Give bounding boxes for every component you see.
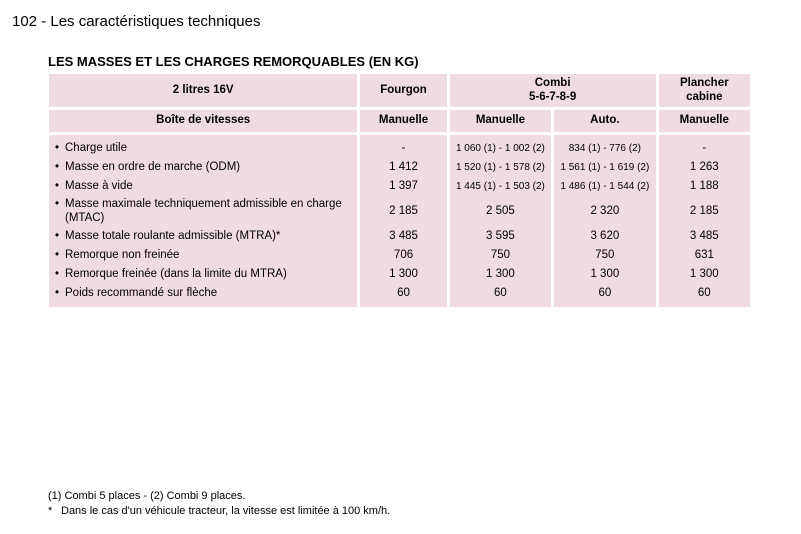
- specs-table-body: [49, 74, 750, 307]
- cell-combi-auto: 1 300: [554, 265, 655, 284]
- cell-combi-auto: 2 320: [554, 196, 655, 227]
- engine-header: 2 litres 16V: [49, 74, 357, 107]
- cell-fourgon: 3 485: [360, 227, 446, 246]
- row-label: [49, 246, 357, 265]
- gearbox-plancher: Manuelle: [659, 110, 750, 132]
- cell-fourgon: 2 185: [360, 196, 446, 227]
- bullet: •: [55, 286, 60, 299]
- cell-combi-manuelle: 1 520 (1) - 1 578 (2): [450, 158, 551, 177]
- cell-combi-auto: 3 620: [554, 227, 655, 246]
- page-header: 102 - Les caractéristiques techniques: [12, 13, 261, 30]
- footnote-speed-text: Dans le cas d'un véhicule tracteur, la vitesse est limitée à 100 km/h.: [61, 505, 391, 517]
- table-row: [49, 246, 750, 265]
- bullet: •: [55, 248, 60, 261]
- bullet: •: [55, 229, 60, 242]
- cell-fourgon: 1 412: [360, 158, 446, 177]
- bullet: •: [55, 198, 60, 211]
- cell-combi-manuelle: 2 505: [450, 196, 551, 227]
- table-row: [49, 139, 750, 158]
- row-label: [49, 177, 357, 196]
- gearbox-combi-manuelle: Manuelle: [450, 110, 551, 132]
- cell-plancher: 1 263: [659, 158, 750, 177]
- cell-combi-auto: 834 (1) - 776 (2): [554, 139, 655, 158]
- footnote-speed-limit: [48, 505, 390, 517]
- cell-combi-auto: 750: [554, 246, 655, 265]
- cell-combi-manuelle: 750: [450, 246, 551, 265]
- cell-combi-auto: 1 486 (1) - 1 544 (2): [554, 177, 655, 196]
- row-label-text: Remorque non freinée: [65, 248, 180, 261]
- row-label: [49, 265, 357, 284]
- row-label-text: Masse en ordre de marche (ODM): [65, 160, 241, 173]
- table-row: [49, 265, 750, 284]
- cell-combi-auto: 1 561 (1) - 1 619 (2): [554, 158, 655, 177]
- table-row: [49, 196, 750, 227]
- cell-fourgon: 1 300: [360, 265, 446, 284]
- cell-fourgon: 1 397: [360, 177, 446, 196]
- body-bottom-padding: [49, 303, 750, 307]
- cell-combi-auto: 60: [554, 284, 655, 303]
- cell-plancher: 1 300: [659, 265, 750, 284]
- fourgon-header: Fourgon: [360, 74, 446, 107]
- combi-header-line2: 5-6-7-8-9: [528, 90, 577, 103]
- row-label: [49, 139, 357, 158]
- gearbox-combi-auto: Auto.: [554, 110, 655, 132]
- row-label: [49, 227, 357, 246]
- row-label: [49, 196, 357, 227]
- row-label-text: Charge utile: [65, 141, 128, 154]
- cell-plancher: 3 485: [659, 227, 750, 246]
- bullet: •: [55, 141, 60, 154]
- row-label-text: Masse maximale techniquement admissible en charge (MTAC): [65, 198, 342, 224]
- cell-plancher: 2 185: [659, 196, 750, 227]
- row-label: [49, 284, 357, 303]
- bullet: •: [55, 267, 60, 280]
- bullet: •: [55, 179, 60, 192]
- cell-fourgon: 60: [360, 284, 446, 303]
- row-label-text: Masse totale roulante admissible (MTRA)*: [65, 229, 281, 242]
- header-row-models: [49, 74, 750, 107]
- section-title: LES MASSES ET LES CHARGES REMORQUABLES (EN KG): [48, 54, 419, 69]
- cell-plancher: 631: [659, 246, 750, 265]
- cell-plancher: 1 188: [659, 177, 750, 196]
- gearbox-fourgon: Manuelle: [360, 110, 446, 132]
- plancher-header-line2: cabine: [686, 90, 723, 103]
- specs-table: [46, 74, 753, 307]
- cell-combi-manuelle: 60: [450, 284, 551, 303]
- row-label-text: Masse à vide: [65, 179, 133, 192]
- table-row: [49, 227, 750, 246]
- row-label-text: Remorque freinée (dans la limite du MTRA): [65, 267, 287, 280]
- header-row-gearbox: [49, 110, 750, 132]
- cell-fourgon: 706: [360, 246, 446, 265]
- bullet: •: [55, 160, 60, 173]
- row-label: [49, 158, 357, 177]
- combi-header: [450, 74, 656, 107]
- plancher-header-line1: Plancher: [680, 77, 729, 90]
- table-row: [49, 158, 750, 177]
- table-row: [49, 177, 750, 196]
- cell-plancher: -: [659, 139, 750, 158]
- footnote-asterisk: *: [48, 505, 53, 517]
- cell-combi-manuelle: 1 445 (1) - 1 503 (2): [450, 177, 551, 196]
- combi-header-line1: Combi: [534, 77, 571, 90]
- cell-combi-manuelle: 1 300: [450, 265, 551, 284]
- table-row: [49, 284, 750, 303]
- gearbox-header: Boîte de vitesses: [49, 110, 357, 132]
- footnote-combi-places: (1) Combi 5 places - (2) Combi 9 places.: [48, 490, 246, 502]
- cell-fourgon: -: [360, 139, 446, 158]
- cell-plancher: 60: [659, 284, 750, 303]
- plancher-header: [659, 74, 750, 107]
- row-label-text: Poids recommandé sur flèche: [65, 286, 218, 299]
- cell-combi-manuelle: 3 595: [450, 227, 551, 246]
- cell-combi-manuelle: 1 060 (1) - 1 002 (2): [450, 139, 551, 158]
